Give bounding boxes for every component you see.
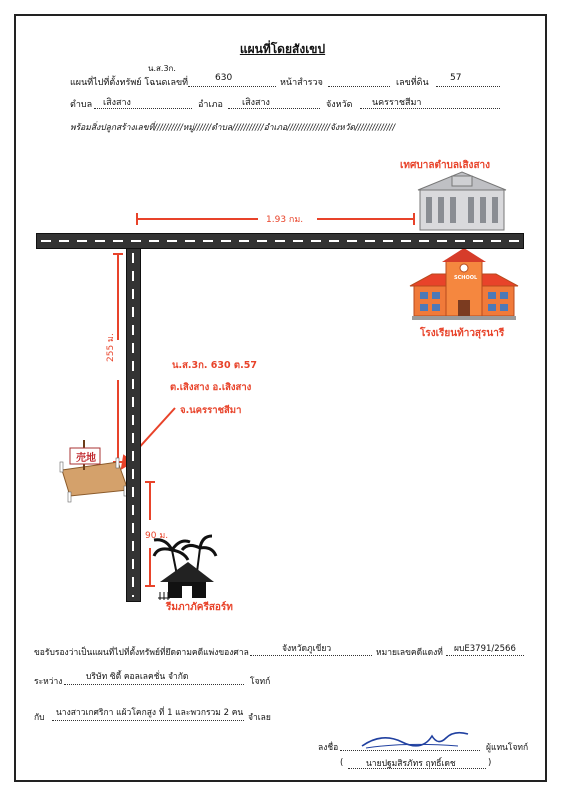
side-road xyxy=(126,248,141,602)
distance-to-municipality: 1.93 กม. xyxy=(266,215,304,225)
distance-plot-to-resort: 90 ม. xyxy=(145,531,169,541)
for-sale-sign: 売地 xyxy=(76,453,96,464)
school-label: โรงเรียนท้าวสุรนารี xyxy=(420,328,505,339)
signer-close-paren: ) xyxy=(488,758,492,768)
district-value: เสิงสาง xyxy=(242,98,270,108)
court-name: จังหวัดภูเขียว xyxy=(282,644,332,654)
subdistrict-label: ตำบล xyxy=(70,100,93,110)
plaintiff-name: บริษัท ซิตี้ คอลเลคชั่น จำกัด xyxy=(86,672,189,682)
resort-label: รีมภาภัครีสอร์ท xyxy=(166,602,233,613)
defendant-role: จำเลย xyxy=(248,713,271,723)
school-building-icon xyxy=(410,248,518,320)
between-label: ระหว่าง xyxy=(34,677,63,687)
case-number-label: หมายเลขคดีแดงที่ xyxy=(376,648,443,658)
deed-number: 630 xyxy=(215,73,233,83)
plot-location-label: ต.เสิงสาง อ.เสิงสาง xyxy=(170,382,252,393)
sign-role: ผู้แทนโจทก์ xyxy=(486,743,529,753)
survey-page-label: หน้าสำรวจ xyxy=(280,78,323,88)
main-road xyxy=(36,233,524,249)
deed-type-label: น.ส.3ก. xyxy=(148,64,176,73)
land-number: 57 xyxy=(450,73,462,83)
plot-province-label: จ.นครราชสีมา xyxy=(180,405,242,416)
sign-label: ลงชื่อ xyxy=(318,743,339,753)
plot-deed-label: น.ส.3ก. 630 ต.57 xyxy=(172,360,257,371)
signer-open-paren: ( xyxy=(340,758,344,768)
signature-image xyxy=(356,728,476,752)
subdistrict-value: เสิงสาง xyxy=(103,98,131,108)
school-sign: SCHOOL xyxy=(454,275,478,281)
page-title: แผนที่โดยสังเขป xyxy=(239,42,326,56)
distance-road-to-plot: 255 ม. xyxy=(106,333,116,362)
defendant-name: นางสาวเกศริกา แผ้วโคกสูง ที่ 1 และพวกรวม 2 คน xyxy=(56,708,244,718)
deed-line-label: แผนที่ไปที่ตั้งทรัพย์ โฉนดเลขที่ xyxy=(70,78,189,88)
municipality-label: เทศบาลตำบลเสิงสาง xyxy=(400,160,491,171)
resort-hut-icon xyxy=(154,536,216,600)
plaintiff-role: โจทก์ xyxy=(250,677,271,687)
district-label: อำเภอ xyxy=(198,100,223,110)
case-number: ผบE3791/2566 xyxy=(454,644,516,654)
signer-name: นายปฐมสิรภัทร ฤทธิ์เดช xyxy=(366,759,456,769)
land-number-label: เลขที่ดิน xyxy=(396,78,429,88)
certify-text: ขอรับรองว่าเป็นแผนที่ไปที่ตั้งทรัพย์ที่ยึดตามคดีแพ่งของศาล xyxy=(34,648,249,658)
building-line: พร้อมสิ่งปลูกสร้างเลขที่//////////หมู่//////ตำบล///////////อำเภอ///////////////จังหวัด////////////// xyxy=(70,123,396,133)
with-label: กับ xyxy=(34,713,45,723)
municipality-building-icon xyxy=(418,172,506,230)
province-value: นครราชสีมา xyxy=(372,98,422,108)
province-label: จังหวัด xyxy=(326,100,353,110)
